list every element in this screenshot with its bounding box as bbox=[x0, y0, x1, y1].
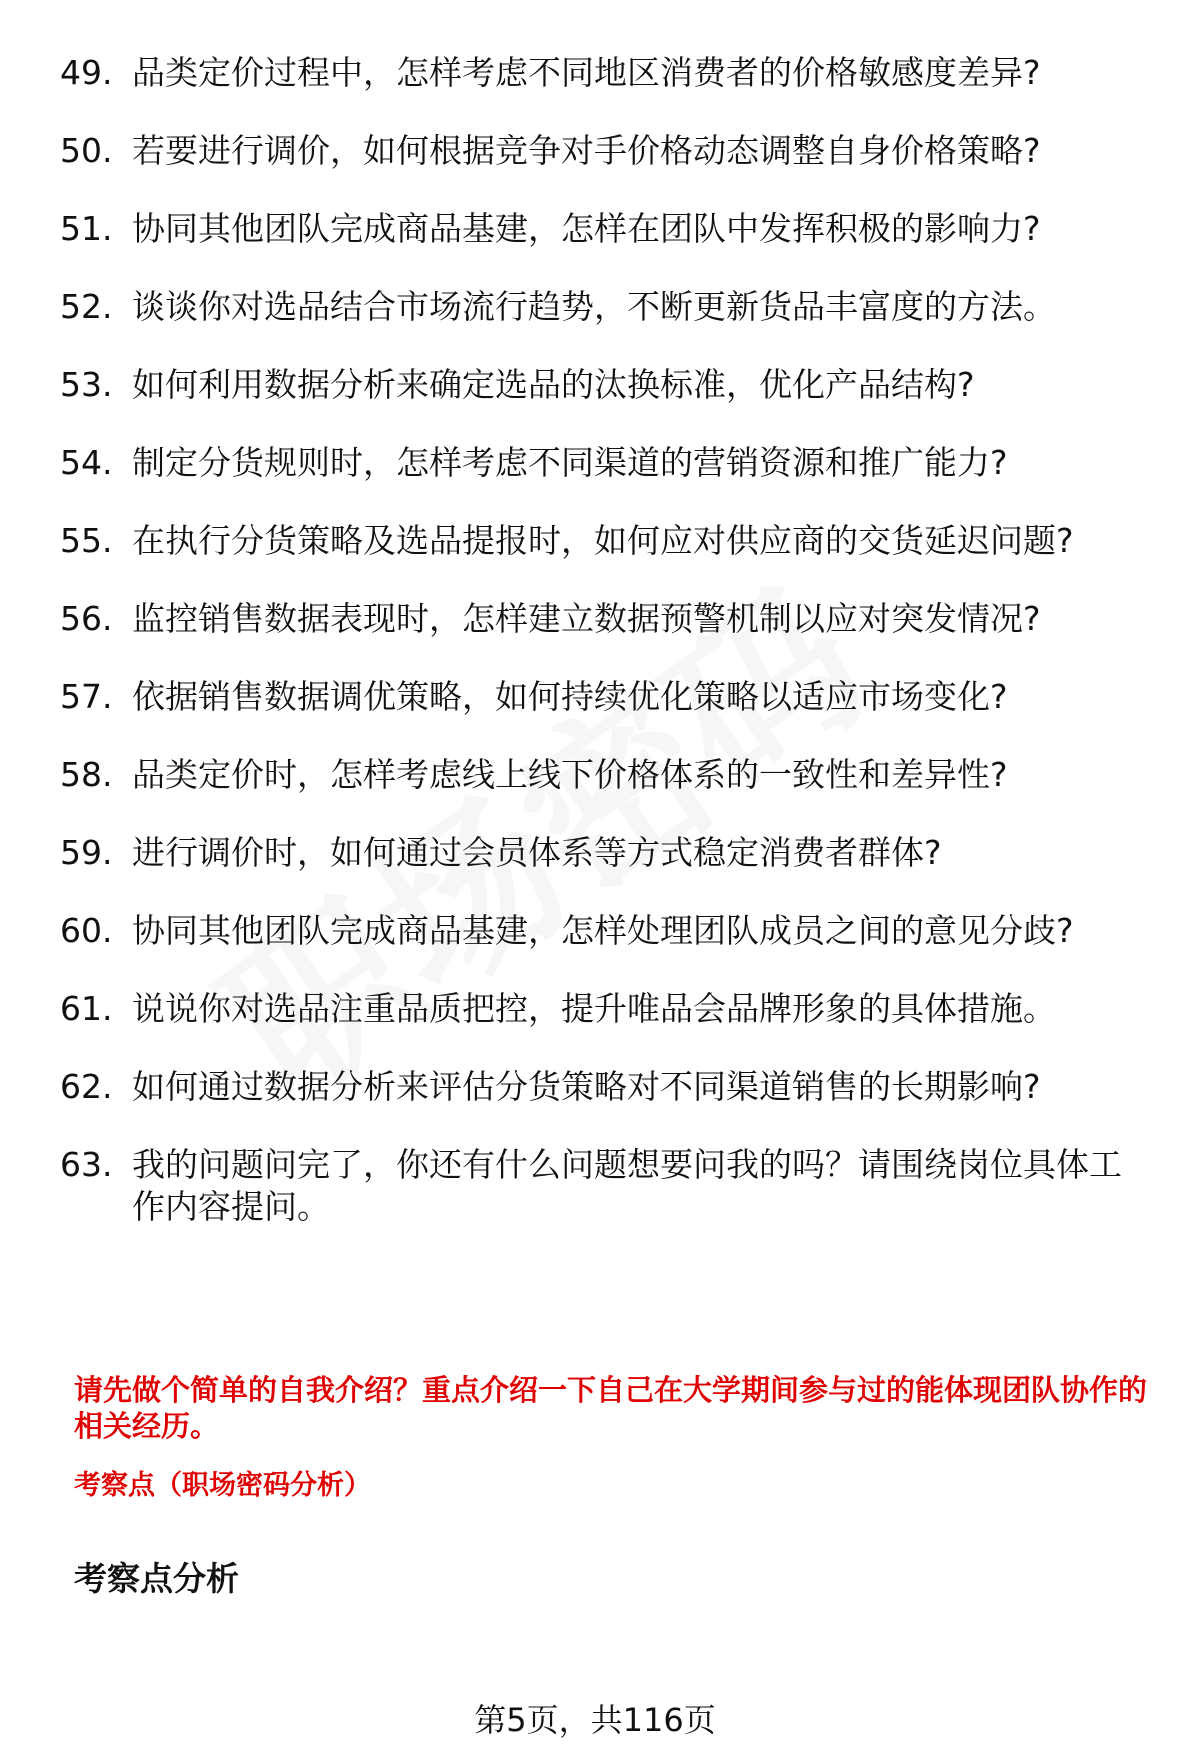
exam-point-label: 考察点（职场密码分析） bbox=[74, 1470, 371, 1501]
question-item bbox=[60, 208, 1150, 250]
question-number: 53. bbox=[60, 365, 113, 404]
question-item bbox=[60, 1144, 1150, 1228]
question-text: 说说你对选品注重品质把控，提升唯品会品牌形象的具体措施。 bbox=[132, 989, 1056, 1028]
analysis-heading: 考察点分析 bbox=[74, 1559, 239, 1598]
question-number: 60. bbox=[60, 911, 113, 950]
question-number: 57. bbox=[60, 677, 113, 716]
question-item bbox=[60, 676, 1150, 718]
question-number: 58. bbox=[60, 755, 113, 794]
question-number: 54. bbox=[60, 443, 113, 482]
question-text: 在执行分货策略及选品提报时，如何应对供应商的交货延迟问题? bbox=[132, 521, 1074, 560]
question-list bbox=[60, 52, 1150, 1264]
question-item bbox=[60, 910, 1150, 952]
question-number: 55. bbox=[60, 521, 113, 560]
question-item bbox=[60, 520, 1150, 562]
question-text: 品类定价时，怎样考虑线上线下价格体系的一致性和差异性? bbox=[132, 755, 1008, 794]
question-item bbox=[60, 364, 1150, 406]
question-text: 制定分货规则时，怎样考虑不同渠道的营销资源和推广能力? bbox=[132, 443, 1008, 482]
page-footer: 第5页，共116页 bbox=[474, 1701, 716, 1739]
question-item bbox=[60, 988, 1150, 1030]
question-text: 品类定价过程中，怎样考虑不同地区消费者的价格敏感度差异? bbox=[132, 53, 1041, 92]
question-number: 51. bbox=[60, 209, 113, 248]
question-text: 若要进行调价，如何根据竞争对手价格动态调整自身价格策略? bbox=[132, 131, 1041, 170]
question-item bbox=[60, 130, 1150, 172]
question-text: 监控销售数据表现时，怎样建立数据预警机制以应对突发情况? bbox=[132, 599, 1041, 638]
question-text: 协同其他团队完成商品基建，怎样在团队中发挥积极的影响力? bbox=[132, 209, 1041, 248]
question-text: 谈谈你对选品结合市场流行趋势，不断更新货品丰富度的方法。 bbox=[132, 287, 1056, 326]
question-text: 如何利用数据分析来确定选品的汰换标准，优化产品结构? bbox=[132, 365, 975, 404]
question-text: 进行调价时，如何通过会员体系等方式稳定消费者群体? bbox=[132, 833, 942, 872]
question-item bbox=[60, 754, 1150, 796]
question-number: 62. bbox=[60, 1067, 113, 1106]
question-number: 63. bbox=[60, 1145, 113, 1184]
question-number: 49. bbox=[60, 53, 113, 92]
question-text: 依据销售数据调优策略，如何持续优化策略以适应市场变化? bbox=[132, 677, 1008, 716]
question-number: 50. bbox=[60, 131, 113, 170]
question-item bbox=[60, 442, 1150, 484]
question-item bbox=[60, 832, 1150, 874]
question-text: 协同其他团队完成商品基建，怎样处理团队成员之间的意见分歧? bbox=[132, 911, 1074, 950]
question-item bbox=[60, 598, 1150, 640]
question-item bbox=[60, 1066, 1150, 1108]
question-text: 我的问题问完了，你还有什么问题想要问我的吗？请围绕岗位具体工作内容提问。 bbox=[132, 1145, 1122, 1226]
question-number: 61. bbox=[60, 989, 113, 1028]
question-item bbox=[60, 52, 1150, 94]
question-number: 56. bbox=[60, 599, 113, 638]
question-text: 如何通过数据分析来评估分货策略对不同渠道销售的长期影响? bbox=[132, 1067, 1041, 1106]
highlight-question: 请先做个简单的自我介绍？重点介绍一下自己在大学期间参与过的能体现团队协作的相关经历。 bbox=[74, 1373, 1148, 1443]
question-number: 52. bbox=[60, 287, 113, 326]
question-item bbox=[60, 286, 1150, 328]
question-number: 59. bbox=[60, 833, 113, 872]
